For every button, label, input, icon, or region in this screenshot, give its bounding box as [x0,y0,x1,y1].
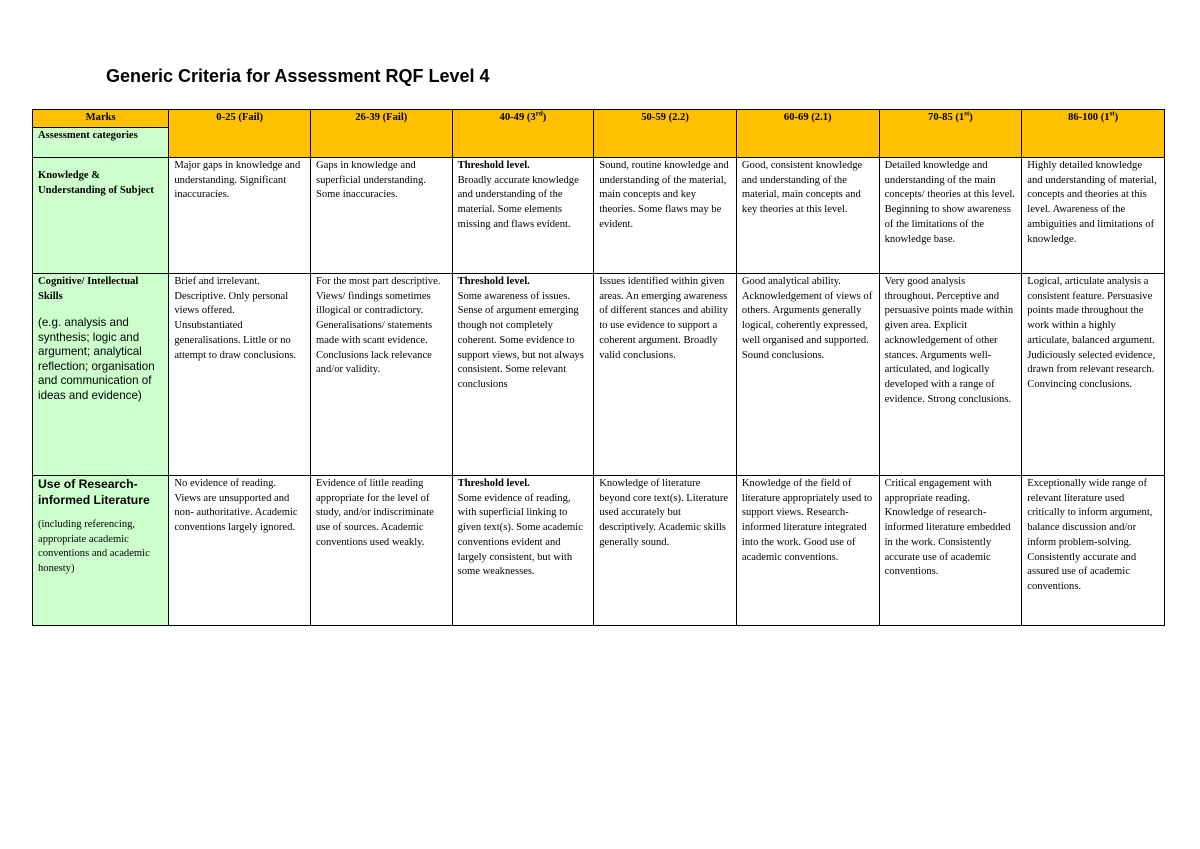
band-header-70-85: 70-85 (1st) [879,110,1022,158]
cell-research-40-49 [452,476,594,626]
assessment-categories-header: Assessment categories [33,128,169,158]
marks-header-cell: Marks [33,110,169,128]
marks-header-row [33,110,1165,128]
cell-knowledge-86-100: Highly detailed knowledge and understanding of material, concepts and theories at this level. Awareness of the ambiguities and limitations of knowledge. [1022,158,1165,274]
cell-knowledge-40-49-text: Broadly accurate knowledge and understanding of the material. Some elements missing and flaws evident. [457,174,579,230]
cell-research-70-85: Critical engagement with appropriate reading. Knowledge of research-informed literature embedded in the work. Consistently accurate use of academic conventions. [879,476,1022,626]
cell-research-40-49-text: Some evidence of reading, with superficial linking to given text(s). Some academic conventions evident and largely consistent, but with some weaknesses. [457,492,583,578]
cell-research-26-39: Evidence of little reading appropriate for the level of study, and/or indiscriminate use of sources. Academic conventions used weakly. [310,476,452,626]
cell-cognitive-60-69: Good analytical ability. Acknowledgement of views of others. Arguments generally logical, coherently expressed, well organised and supported. Sound conclusions. [736,274,879,476]
category-knowledge [33,158,169,274]
threshold-label: Threshold level. [457,478,530,489]
threshold-label: Threshold level. [457,276,530,287]
table-row-knowledge [33,158,1165,274]
cell-research-86-100: Exceptionally wide range of relevant literature used critically to inform argument, balance discussion and/or inform problem-solving. Consistently accurate and assured use of academic conventions. [1022,476,1165,626]
cell-knowledge-0-25: Major gaps in knowledge and understanding. Significant inaccuracies. [169,158,311,274]
cell-cognitive-70-85: Very good analysis throughout. Perceptive and persuasive points made within given area. Explicit acknowledgement of other stances. Arguments well-articulated, and logically developed with a range of evidence. Strong conclusions. [879,274,1022,476]
table-row-cognitive [33,274,1165,476]
band-header-50-59: 50-59 (2.2) [594,110,737,158]
cell-knowledge-60-69: Good, consistent knowledge and understanding of the material, main concepts and key theories at this level. [736,158,879,274]
category-knowledge-label: Knowledge & Understanding of Subject [38,170,154,196]
cell-knowledge-26-39: Gaps in knowledge and superficial understanding. Some inaccuracies. [310,158,452,274]
cell-cognitive-26-39: For the most part descriptive. Views/ findings sometimes illogical or contradictory. Generalisations/ statements made with scant evidence. Conclusions lack relevance and/or validity. [310,274,452,476]
band-header-0-25: 0-25 (Fail) [169,110,311,158]
assessment-criteria-table [32,109,1165,626]
cell-cognitive-50-59: Issues identified within given areas. An emerging awareness of different stances and ability to use evidence to support a coherent argument. Broadly valid conclusions. [594,274,737,476]
category-cognitive-subtext: (e.g. analysis and synthesis; logic and argument; analytical reflection; organisation and communication of ideas and evidence) [38,316,155,402]
category-research-label: Use of Research-informed Literature [38,477,150,507]
cell-research-60-69: Knowledge of the field of literature appropriately used to support views. Research-informed literature integrated into the work. Good use of academic conventions. [736,476,879,626]
band-header-26-39: 26-39 (Fail) [310,110,452,158]
cell-research-50-59: Knowledge of literature beyond core text(s). Literature used accurately but descriptively. Academic skills generally sound. [594,476,737,626]
table-row-research [33,476,1165,626]
cell-knowledge-50-59: Sound, routine knowledge and understanding of the material, main concepts and key theories. Some flaws may be evident. [594,158,737,274]
cell-knowledge-40-49 [452,158,594,274]
band-header-40-49: 40-49 (3rd) [452,110,594,158]
threshold-label: Threshold level. [457,160,530,171]
category-cognitive-label: Cognitive/ Intellectual Skills [38,276,139,302]
category-cognitive [33,274,169,476]
document-title: Generic Criteria for Assessment RQF Level 4 [106,66,490,86]
cell-cognitive-0-25: Brief and irrelevant. Descriptive. Only personal views offered. Unsubstantiated generalisations. Little or no attempt to draw conclusions. [169,274,311,476]
category-research [33,476,169,626]
cell-research-0-25: No evidence of reading. Views are unsupported and non- authoritative. Academic conventions largely ignored. [169,476,311,626]
cell-cognitive-86-100: Logical, articulate analysis a consistent feature. Persuasive points made throughout the work within a highly articulate, balanced argument. Judiciously selected evidence, drawn from relevant research. Convincing conclusions. [1022,274,1165,476]
cell-cognitive-40-49 [452,274,594,476]
cell-knowledge-70-85: Detailed knowledge and understanding of the main concepts/ theories at this level. Beginning to show awareness of the limitations of the knowledge base. [879,158,1022,274]
cell-cognitive-40-49-text: Some awareness of issues. Sense of argument emerging though not completely coherent. Some evidence to support views, but not always consistent. Some relevant conclusions [457,290,584,390]
category-research-subtext: (including referencing, appropriate academic conventions and academic honesty) [38,519,150,575]
band-header-60-69: 60-69 (2.1) [736,110,879,158]
band-header-86-100: 86-100 (1st) [1022,110,1165,158]
